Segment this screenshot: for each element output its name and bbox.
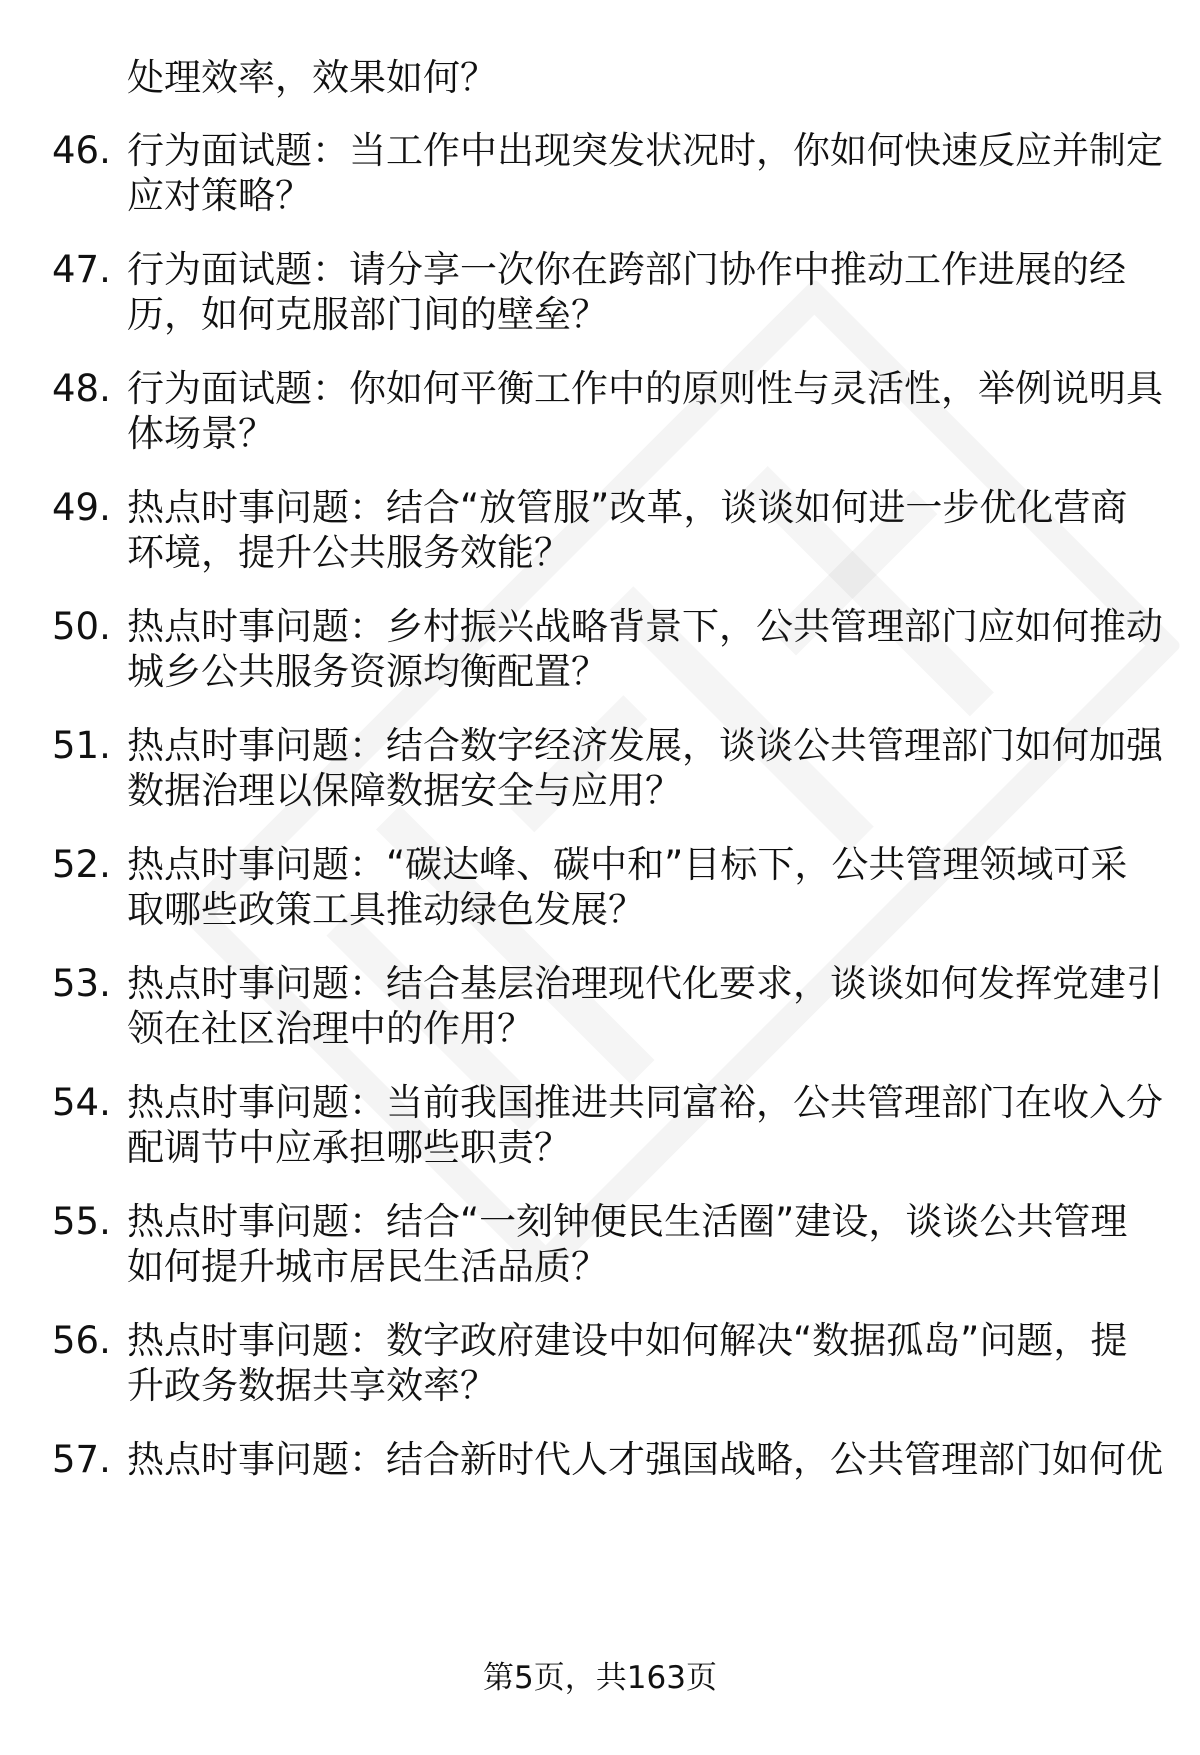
question-text-line1: 热点时事问题：“碳达峰、碳中和”目标下，公共管理领域可采: [127, 843, 1128, 886]
question-text-line2: 配调节中应承担哪些职责？: [127, 1126, 571, 1169]
question-number: 53.: [52, 962, 111, 1005]
question-text-line1: 行为面试题：当工作中出现突发状况时，你如何快速反应并制定: [127, 129, 1163, 172]
question-text-line1: 热点时事问题：结合基层治理现代化要求，谈谈如何发挥党建引: [127, 962, 1163, 1005]
question-text-line1: 热点时事问题：数字政府建设中如何解决“数据孤岛”问题，提: [127, 1319, 1128, 1362]
question-number: 57.: [52, 1438, 111, 1481]
question-text-line2: 环境，提升公共服务效能？: [127, 531, 571, 574]
question-number: 50.: [52, 605, 111, 648]
question-number: 54.: [52, 1081, 111, 1124]
page-footer: 第5页，共163页: [483, 1660, 717, 1696]
question-text-line1: 热点时事问题：结合“放管服”改革，谈谈如何进一步优化营商: [127, 486, 1128, 529]
continuation-text: 处理效率，效果如何？: [127, 56, 497, 99]
question-text-line2: 领在社区治理中的作用？: [127, 1007, 534, 1050]
question-number: 49.: [52, 486, 111, 529]
question-text-line1: 热点时事问题：结合“一刻钟便民生活圈”建设，谈谈公共管理: [127, 1200, 1128, 1243]
question-text-line1: 热点时事问题：当前我国推进共同富裕，公共管理部门在收入分: [127, 1081, 1163, 1124]
question-text-line1: 行为面试题：请分享一次你在跨部门协作中推动工作进展的经: [127, 248, 1126, 291]
question-text-line2: 数据治理以保障数据安全与应用？: [127, 769, 682, 812]
question-text-line2: 体场景？: [127, 412, 275, 455]
question-text-line2: 历，如何克服部门间的壁垒？: [127, 293, 608, 336]
question-number: 51.: [52, 724, 111, 767]
question-text-line2: 应对策略？: [127, 174, 312, 217]
question-text-line1: 行为面试题：你如何平衡工作中的原则性与灵活性，举例说明具: [127, 367, 1163, 410]
question-number: 48.: [52, 367, 111, 410]
question-text-line1: 热点时事问题：结合数字经济发展，谈谈公共管理部门如何加强: [127, 724, 1163, 767]
question-text-line1: 热点时事问题：结合新时代人才强国战略，公共管理部门如何优: [127, 1438, 1163, 1481]
question-text-line2: 如何提升城市居民生活品质？: [127, 1245, 608, 1288]
question-number: 46.: [52, 129, 111, 172]
question-text-line2: 取哪些政策工具推动绿色发展？: [127, 888, 645, 931]
question-text-line1: 热点时事问题：乡村振兴战略背景下，公共管理部门应如何推动: [127, 605, 1163, 648]
question-text-line2: 升政务数据共享效率？: [127, 1364, 497, 1407]
question-number: 55.: [52, 1200, 111, 1243]
question-number: 56.: [52, 1319, 111, 1362]
question-number: 47.: [52, 248, 111, 291]
question-number: 52.: [52, 843, 111, 886]
question-text-line2: 城乡公共服务资源均衡配置？: [127, 650, 608, 693]
